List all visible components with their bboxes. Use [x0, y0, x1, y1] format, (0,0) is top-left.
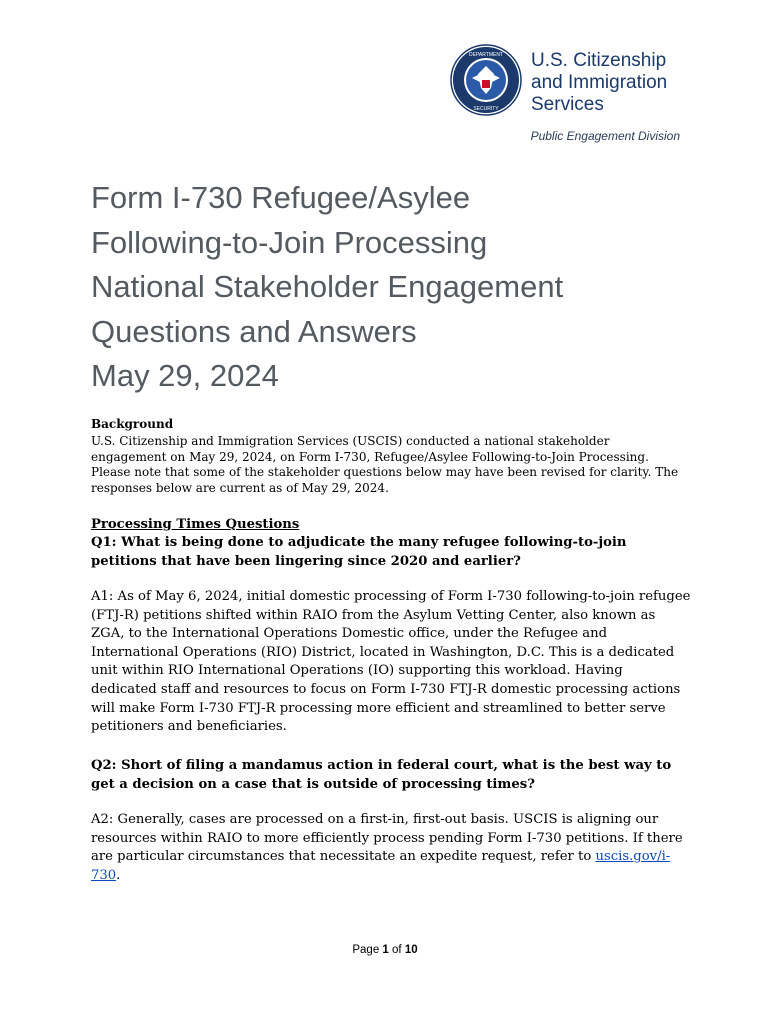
dhs-seal-icon [450, 44, 522, 116]
answer-1: A1: As of May 6, 2024, initial domestic processing of Form I-730 following-to-join refugee (FTJ-R) petitions shifted within RAIO from the Asylum Vetting Center, also known as ZGA, to the International Operations Domestic office, under the Refugee and International Operations (RIO) District, located in Washington, D.C. This is a dedicated unit within RIO International Operations (IO) supporting this workload. Having dedicated staff and resources to focus on Form I-730 FTJ-R domestic processing actions will make Form I-730 FTJ-R processing more efficient and streamlined to better serve petitioners and beneficiaries. [91, 589, 691, 735]
svg-text:SECURITY: SECURITY [473, 106, 499, 112]
title-line-4: Questions and Answers [91, 313, 417, 349]
title-line-3: National Stakeholder Engagement [91, 269, 564, 304]
page-number [0, 944, 770, 956]
title-line-2: Following-to-Join Processing [91, 224, 488, 260]
question-2: Q2: Short of filing a mandamus action in federal court, what is the best way to get a decision on a case that is outside of processing times? [91, 758, 672, 792]
answer-2 [91, 811, 691, 885]
title-date: May 29, 2024 [91, 358, 279, 393]
background-heading: Background [91, 417, 174, 431]
background-text: U.S. Citizenship and Immigration Services (USCIS) conducted a national stakeholder engagement on May 29, 2024, on Form I-730, Refugee/Asylee Following-to-Join Processing. Please note that some of the stakeholder questions below may have been revised for clarity. The responses below are current as of May 29, 2024. [91, 434, 679, 495]
uscis-i730-link[interactable]: uscis.gov/i-730 [91, 849, 671, 883]
agency-name [531, 50, 667, 116]
page-title [91, 176, 711, 399]
page-word: Page [352, 944, 380, 956]
page-current: 1 [382, 944, 389, 956]
title-line-1: Form I-730 Refugee/Asylee [91, 180, 471, 215]
page-of: of [392, 944, 402, 956]
agency-line-2: and Immigration [531, 72, 668, 93]
answer-2-end: . [116, 867, 121, 883]
agency-line-1: U.S. Citizenship [531, 50, 667, 71]
page-total: 10 [404, 944, 418, 956]
division-name: Public Engagement Division [530, 129, 680, 143]
question-1: Q1: What is being done to adjudicate the many refugee following-to-join petitions that have been lingering since 2020 and earlier? [91, 535, 627, 569]
svg-text:DEPARTMENT: DEPARTMENT [469, 52, 503, 58]
section-heading: Processing Times Questions [91, 517, 300, 532]
answer-2-text: A2: Generally, cases are processed on a first-in, first-out basis. USCIS is aligning our resources within RAIO to more efficiently process pending Form I-730 petitions. If there are particular circumstances that necessitate an expedite request, refer to [91, 812, 683, 865]
agency-line-3: Services [531, 94, 604, 115]
